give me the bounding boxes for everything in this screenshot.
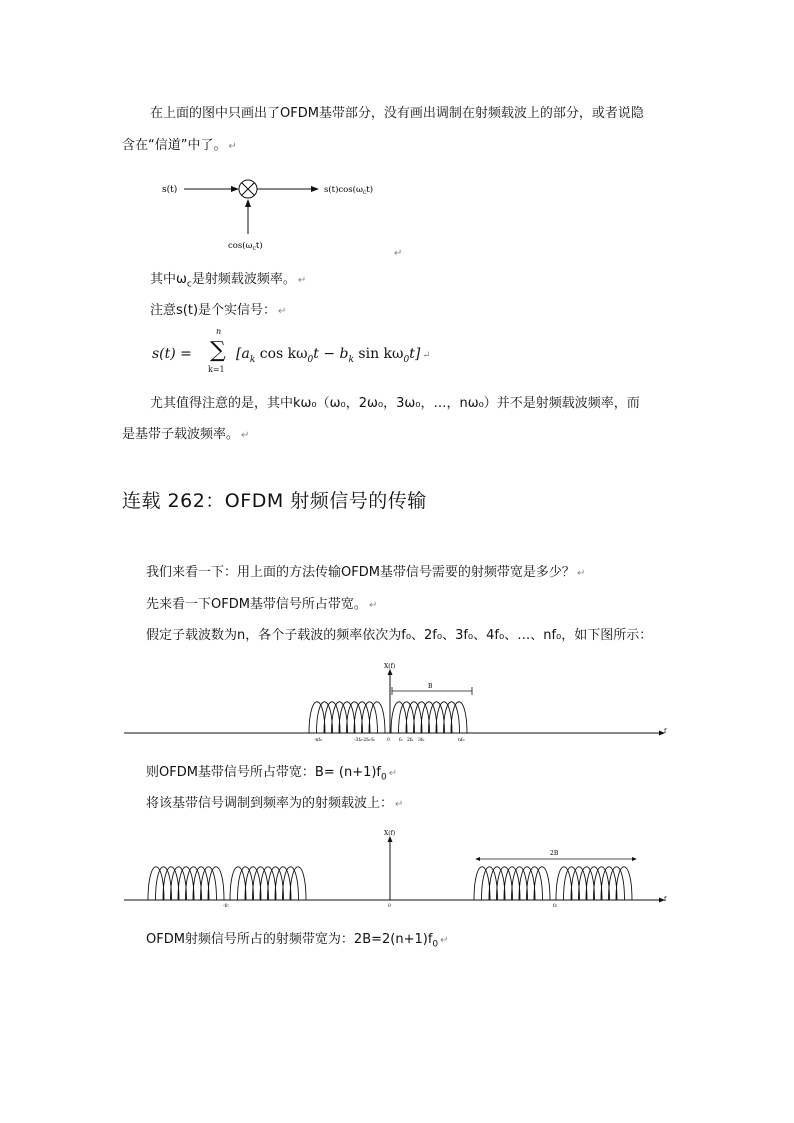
tick-nf0: nf₀ <box>458 738 465 743</box>
rf-spectrum-chart <box>120 825 672 913</box>
tick-zero: 0 <box>388 904 391 909</box>
real-signal-note: 注意s(t)是个实信号： ↵ <box>150 303 287 318</box>
y-axis-label: X(f) <box>384 663 396 670</box>
intro-line-2: 含在“信道”中了。 ↵ <box>122 138 237 153</box>
intro-line-1: 在上面的图中只画出了OFDM基带部分，没有画出调制在射频载波上的部分，或者说隐 <box>150 106 644 121</box>
tick-fc: fc <box>553 904 558 909</box>
tick-neg-nf0: -nf₀ <box>314 738 322 743</box>
output-signal-label: $s(t)\cos(\omega_ct)$ <box>324 185 374 196</box>
assume-line: 假定子载波数为n，各个子载波的频率依次为f₀、2f₀、3f₀、4f₀、…、nf₀，如下图所示： <box>146 628 653 643</box>
rf-bandwidth-line: OFDM射频信号所占的射频带宽为：$2B=2(n+1)f_0$ ↵ <box>146 932 449 950</box>
omega-note: 其中$\omega_c$是射频载波频率。 ↵ <box>150 272 307 290</box>
modulate-line: 将该基带信号调制到频率为的射频载波上： ↵ <box>146 796 404 811</box>
emphasis-line-1: 尤其值得注意的是，其中kω₀（ω₀，2ω₀，3ω₀，…，nω₀）并不是射频载波频率，而 <box>150 396 640 411</box>
carrier-label: $\cos(\omega_ct)$ <box>228 241 263 252</box>
input-signal-label: s(t) <box>162 185 178 195</box>
rf-bandwidth-label: 2B <box>550 850 559 857</box>
tick-neg-fc: -fc <box>223 904 229 909</box>
subcarrier-lobes <box>309 702 467 733</box>
tick-2f0: 2f₀ <box>407 738 414 743</box>
return-mark: ↵ <box>394 248 403 259</box>
y-axis-label: X(f) <box>384 830 396 837</box>
bandwidth-label: B <box>428 683 433 690</box>
tick-zero: 0 <box>387 738 390 743</box>
question-line: 我们来看一下：用上面的方法传输OFDM基带信号需要的射频带宽是多少？ ↵ <box>146 565 586 580</box>
x-axis-label: f <box>664 896 667 903</box>
multiplier-icon <box>239 180 257 198</box>
modulator-diagram <box>150 172 430 254</box>
baseband-bandwidth-line: 则OFDM基带信号所占带宽：$B= (n+1)f_0$ ↵ <box>146 765 398 783</box>
baseband-spectrum-chart <box>120 660 672 748</box>
look-line: 先来看一下OFDM基带信号所占带宽。 ↵ <box>146 597 378 612</box>
return-mark: ↵ <box>228 141 237 152</box>
tick-3f0: 3f₀ <box>418 738 425 743</box>
tick-neg-f0s: -3f₀-2f₀-f₀ <box>354 738 375 743</box>
emphasis-line-2: 是基带子载波频率。 ↵ <box>122 427 250 442</box>
x-axis-label: f <box>664 728 667 735</box>
tick-f0: f₀ <box>399 738 403 743</box>
section-title: 连载 262：OFDM 射频信号的传输 <box>122 490 427 512</box>
